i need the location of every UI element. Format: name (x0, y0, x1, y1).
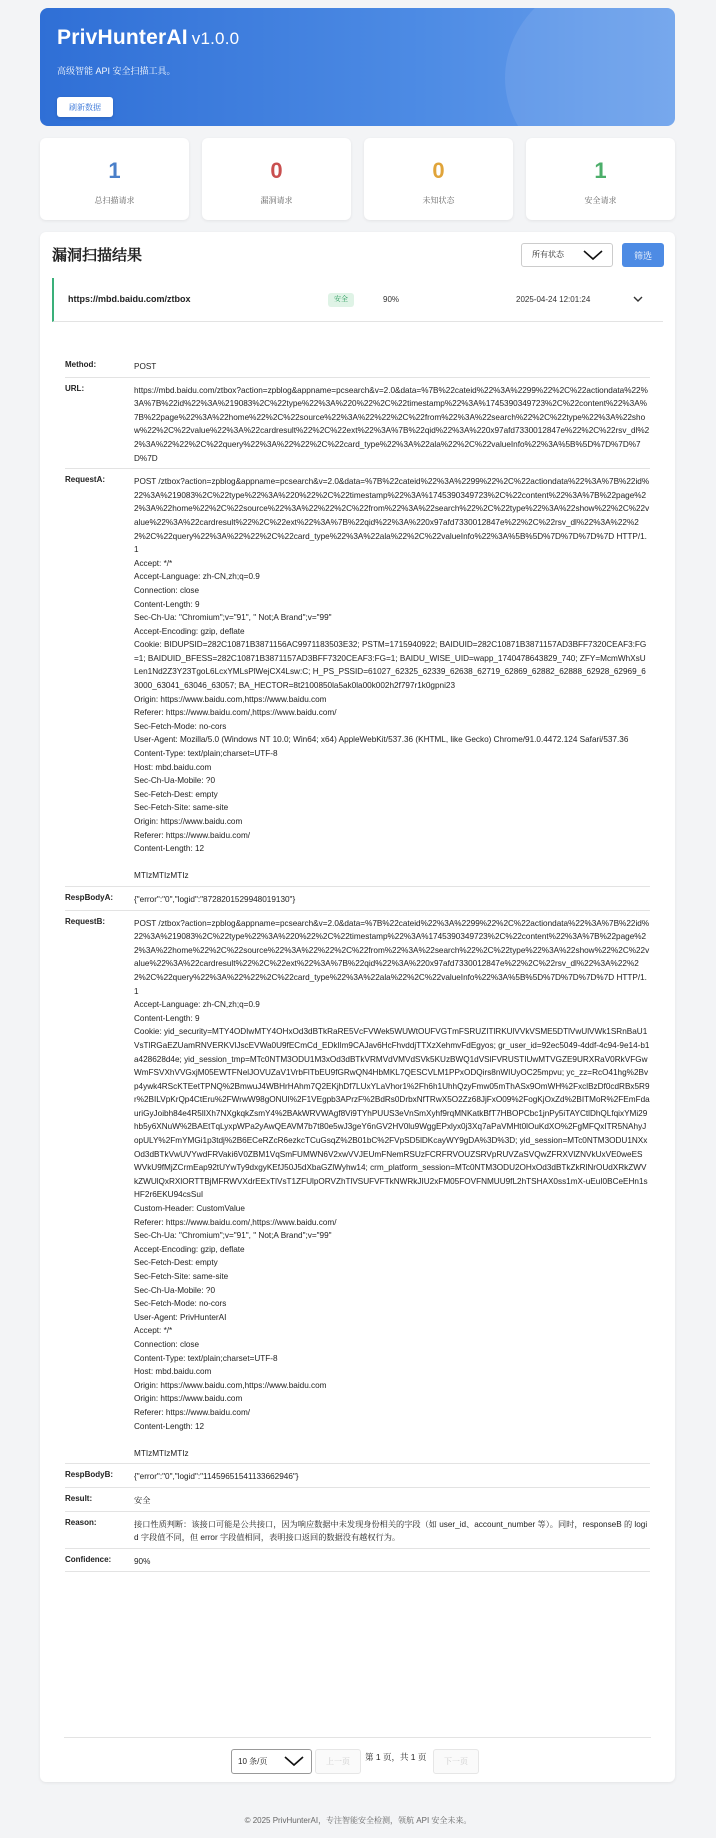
chevron-down-icon (582, 249, 604, 261)
stats-row (40, 138, 675, 220)
results-panel (40, 232, 675, 1782)
detail-label: Result: (65, 1493, 93, 1503)
result-url: https://mbd.baidu.com/ztbox (68, 294, 191, 304)
detail-label: Reason: (65, 1517, 97, 1527)
result-confidence: 90% (383, 295, 400, 304)
detail-confidence (65, 1549, 650, 1573)
panel-title: 漏洞扫描结果 (52, 247, 143, 264)
detail-request-a (65, 469, 650, 887)
detail-value: 90% (134, 1556, 151, 1566)
detail-resp-body-b (65, 1464, 650, 1488)
page-header (40, 8, 675, 126)
status-filter-value: 所有状态 (532, 250, 564, 259)
stat-label: 未知状态 (422, 196, 455, 205)
detail-url (65, 378, 650, 470)
detail-value: 接口性质判断：该接口可能是公共接口，因为响应数据中未发现身份相关的字段（如 user_id、account_number 等）。同时，responseB 的 logid 字段值不同，但 error 字段值相同，表明接口返回的数据没有越权行为。 (134, 1519, 648, 1543)
prev-page-button[interactable]: 上一页 (315, 1749, 361, 1774)
stat-card-total (40, 138, 189, 220)
page-size-value: 10 条/页 (238, 1757, 268, 1766)
detail-label: URL: (65, 383, 85, 393)
app-title (57, 26, 239, 50)
detail-label: Method: (65, 360, 97, 369)
filter-button[interactable]: 筛选 (622, 243, 664, 267)
stat-label: 总扫描请求 (94, 196, 135, 205)
detail-method (65, 354, 650, 378)
detail-value: POST (134, 362, 157, 371)
stat-card-unknown (364, 138, 513, 220)
header-decoration (505, 8, 675, 126)
result-row[interactable] (52, 278, 663, 322)
chevron-down-icon (283, 1755, 305, 1767)
stat-card-safe (526, 138, 675, 220)
result-time: 2025-04-24 12:01:24 (516, 295, 591, 304)
detail-request-b (65, 911, 650, 1465)
detail-value: {"error":"0","logid":"8728201529948019130"} (134, 894, 296, 904)
detail-reason (65, 1512, 650, 1549)
detail-label: RequestA: (65, 475, 106, 485)
detail-value: POST /ztbox?action=zpblog&appname=pcsearch&v=2.0&data=%7B%22cateid%22%3A%2299%22%2C%22actiondata%22%3A%7B%22id%22%3A%219083%2C%22type%22%3A%220%22%2C%22timestamp%22%3A%1745390349723%2C%22content%22%3A%7B%22page%22%3A%22home%22%2C%22source%22%3A%22%22%2C%22from%22%3A%22search%22%2C%22type%22%3A%22show%22%2C%22value%22%3A%22cardresult%22%2C%22ext%22%3A%7B%22qid%22%3A%220x97afd7330012847e%22%2C%22rsv_dl%22%3A%22%22%2C%22query%22%3A%22%22%2C%22card_type%22%3A%22ala%22%2C%22valueInfo%22%3A%5B%5D%7D%7D%7D%7D HTTP/1.1 Accept: */* Accept-Language: zh-CN,zh;q=0.9 Connection: close Content-Length: 9 Sec-Ch-Ua: "Chromium";v="91", " Not;A Brand";v="99" Accept-Encoding: gzip, deflate Cookie: BIDUPSID=282C10871B3871156AC9971183503E32; PSTM=1715940922; BAIDUID=282C10871B3871157AD3BFF7320CEAF3:FG=1; BAIDUID_BFESS=282C10871B3871157AD3BFF7320CEAF3:FG=1; BAIDU_WISE_UID=wapp_1740478643829_740; ZFY=McmWhXsULen1Nd2Z3Y23TgoL6LcxYMLsPlWejCX4Lsw:C; H_PS_PSSID=61027_62325_62339_62638_62719_62869_62882_62888_62928_62969_63000_63041_63046_63057; BA_HECTOR=8t2100850la5ak0la00k002h2f797r1k0gpni23 Origin: https://www.baidu.com,https://www.baidu.com Referer: https://www.baidu.com/,https://www.baidu.com/ Sec-Fetch-Mode: no-cors User-Agent: Mozilla/5.0 (Windows NT 10.0; Win64; x64) AppleWebKit/537.36 (KHTML, like Gecko) Chrome/91.0.4472.124 Safari/537.36 Content-Type: text/plain;charset=UTF-8 Host: mbd.baidu.com Sec-Ch-Ua-Mobile: ?0 Sec-Fetch-Dest: empty Sec-Fetch-Site: same-site Origin: https://www.baidu.com Referer: https://www.baidu.com/ Content-Length: 12 MTIzMTIzMTIz (134, 477, 650, 881)
stat-label: 漏洞请求 (260, 196, 293, 205)
detail-label: Confidence: (65, 1554, 112, 1564)
detail-value: https://mbd.baidu.com/ztbox?action=zpblog&appname=pcsearch&v=2.0&data=%7B%22cateid%22%3A%2299%22%2C%22actiondata%22%3A%7B%22id%22%3A%219083%2C%22type%22%3A%220%22%2C%22timestamp%22%3A%1745390349723%2C%22content%22%3A%7B%22page%22%3A%22home%22%2C%22source%22%3A%22%22%2C%22from%22%3A%22search%22%2C%22type%22%3A%22show%22%2C%22value%22%3A%22cardresult%22%2C%22ext%22%3A%7B%22qid%22%3A%220x97afd7330012847e%22%2C%22rsv_dl%22%3A%22%22%2C%22query%22%3A%22%22%2C%22card_type%22%3A%22ala%22%2C%22valueInfo%22%3A%5B%5D%7D%7D%7D%7D (134, 385, 650, 463)
stat-value: 1 (108, 158, 121, 183)
detail-value: {"error":"0","logid":"11459651541133662946"} (134, 1472, 299, 1482)
result-details (65, 354, 650, 1572)
chevron-down-icon[interactable] (630, 291, 646, 307)
detail-resp-body-a (65, 887, 650, 911)
status-badge: 安全 (328, 293, 354, 307)
stat-label: 安全请求 (584, 196, 617, 205)
detail-label: RespBodyB: (65, 1470, 114, 1480)
next-page-button[interactable]: 下一页 (433, 1749, 479, 1774)
detail-result (65, 1488, 650, 1512)
app-version: v1.0.0 (191, 29, 240, 48)
page-size-select[interactable] (231, 1749, 312, 1774)
page-info: 第 1 页，共 1 页 (365, 1752, 427, 1762)
page-footer: © 2025 PrivHunterAI，专注智能安全检测，领航 API 安全未来。 (244, 1816, 472, 1825)
pagination-divider (64, 1737, 651, 1738)
stat-card-vulnerable (202, 138, 351, 220)
stat-value: 1 (594, 158, 607, 183)
app-name: PrivHunterAI (57, 26, 188, 49)
detail-value: 安全 (134, 1495, 151, 1505)
detail-label: RequestB: (65, 916, 106, 926)
status-filter-select[interactable] (521, 243, 613, 267)
detail-value: POST /ztbox?action=zpblog&appname=pcsearch&v=2.0&data=%7B%22cateid%22%3A%2299%22%2C%22actiondata%22%3A%7B%22id%22%3A%219083%2C%22type%22%3A%220%22%2C%22timestamp%22%3A%1745390349723%2C%22content%22%3A%7B%22page%22%3A%22home%22%2C%22source%22%3A%22%22%2C%22from%22%3A%22search%22%2C%22type%22%3A%22show%22%2C%22value%22%3A%22cardresult%22%2C%22ext%22%3A%7B%22qid%22%3A%220x97afd7330012847e%22%2C%22rsv_dl%22%3A%22%22%2C%22query%22%3A%22%22%2C%22card_type%22%3A%22ala%22%2C%22valueInfo%22%3A%5B%5D%7D%7D%7D%7D HTTP/1.1 Accept-Language: zh-CN,zh;q=0.9 Content-Length: 9 Cookie: yid_security=MTY4ODIwMTY4OHxOd3dBTkRaRE5VcFVWek5WUWtOUFVGTmFSRUZITlRKUlVVkVSME5DTlVwUlVWk1SRnBaU1VsTlRGaEZUamRNVERKVlJscEVWa0U9fECmCd_EDkIlm9CAJav6HcFhvddjTTXzXehmvFdEgyos; gr_user_id=92ec5049-4ddf-4c94-9e14-b1a428628d4e; yid_session_tmp=MTc0NTM3ODU1M3xOd3dBTkVRMVdVMVdSVk5KUzBWQ1dVSlFVRUSTIUwMTVGZE9URXRaV0RkVFGwWmFSVXhVVGxjM05EWTFNelJOVUZaV1VrbFlTbEU9fGRwQN4HbMKL7QESCVLM1PPxODQirs8nWIUyOC25mpvu; yc_zz=RcO41hg%2Bvp4ywk4RScKTEetTPNQ%2BmwuJ4WBHrHAhm7Q2EKjhDf7LUxYLaVhor1%2Fh6h1UhhQzyFmw05mThASx9OmWH%2FxclBzDf0cdRBx5R9r%2BILVpKrQp4CtEru%2FWrwW98gONUI%2F1VEgpb3APrzF%2BdRs0DrbxNfTRwX5O2Zz68JjFxO09%2FogKjOxZd%2BITMoR%2FEmFdauriGyJoibh84e4R5lIXh7NXgkqkZsmY4%2BAkWRVWAgf8Vi9TYhPUUS3eVnSmXyhf9rqMNKatkBfT7HBOPCbc1jnPy5iTAYCtlDhQLfqixYMi29hb5y6XNuW%2BAEtTqLyxpWPa2yAwQEAVM7b7t80e5wJ3geY6nGV2HV0lu9WggEPxlyx0j3Xq7aPaVMHt0lOuKdXO%2FgMFQxITR5NAhyJopULY%2FmYMGi1p3tdj%2B6ECeRZcR6ezkcTCuGsqZ%2B01bC%2FVpSD5lDKcayWY9gDA%3D%3D; yid_session=MTc0NTM3ODU1NXxOd3dBTkVwUVYwdFRVaki6V0ZBM1VqSmFUMWN6V2xwVVJEUmFNemRSUzFCRFRVOUZSRVpRUVZaSVQwZFRXVlZNVkUxVE0weESWVkU9fMjZCrmEap92tUYwTy9dxgyKEfJ50J5dXbaGZlWyhw14; crm_platform_session=MTc0NTM3ODU2OHxOd3dBTkZkRlNrOUdXRkZWVkZWUlQxRXlORTTBjMFRWVXdrEExTlVsT1ZFUlpORVZhTlVSUFVFTkNWRkJIU2xFM05FOVFNMUU9fL2hTSHAX0ss1mX-uEuI0BCeEHn1sHF2r6EKU94csSuI Custom-Header: CustomValue Referer: https://www.baidu.com/,https://www.baidu.com/ Sec-Ch-Ua: "Chromium";v="91", " Not;A Brand";v="99" Accept-Encoding: gzip, deflate Sec-Fetch-Dest: empty Sec-Fetch-Site: same-site Sec-Ch-Ua-Mobile: ?0 Sec-Fetch-Mode: no-cors User-Agent: PrivHunterAI Accept: */* Connection: close Content-Type: text/plain;charset=UTF-8 Host: mbd.baidu.com Origin: https://www.baidu.com,https://www.baidu.com Origin: https://www.baidu.com Referer: https://www.baidu.com/ Content-Length: 12 MTIzMTIzMTIz (134, 918, 650, 1458)
app-subtitle: 高级智能 API 安全扫描工具。 (57, 66, 176, 76)
refresh-button[interactable]: 刷新数据 (57, 97, 113, 117)
stat-value: 0 (432, 158, 445, 183)
detail-label: RespBodyA: (65, 892, 114, 902)
stat-value: 0 (270, 158, 283, 183)
